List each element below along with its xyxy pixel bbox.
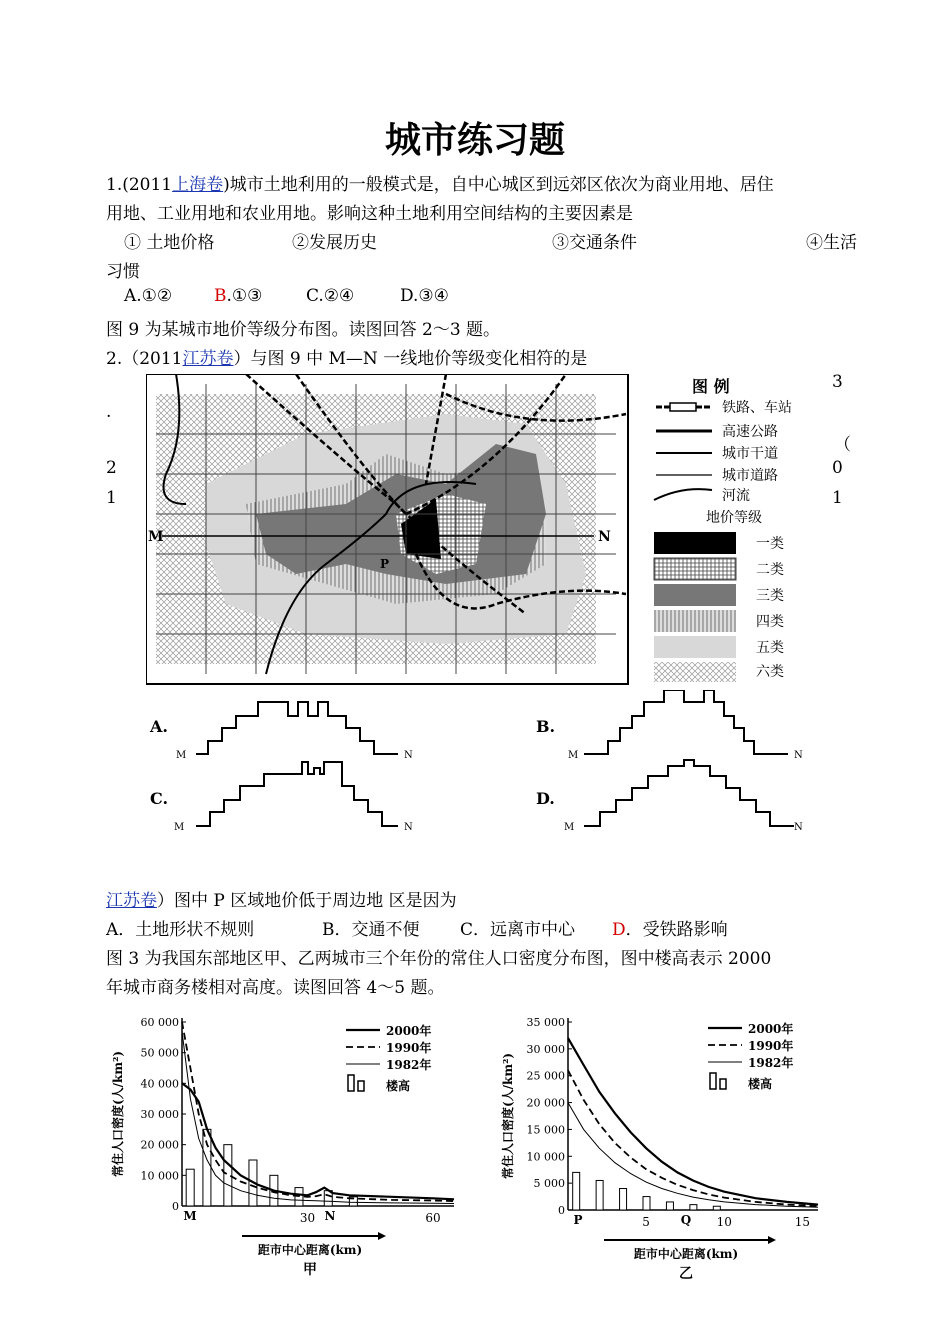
legend-title: 图 例 (692, 377, 730, 396)
legend-railway: 铁路、车站 (722, 400, 792, 416)
jia-title: 甲 (303, 1262, 317, 1278)
yi-point-label: Q (680, 1213, 692, 1227)
jia-point-label: N (324, 1209, 336, 1223)
grade-2-swatch (654, 558, 736, 580)
profile-b-m: M (568, 750, 579, 761)
legend-grade-title: 地价等级 (706, 510, 762, 526)
q2-text: ）与图 9 中 M—N 一线地价等级变化相符的是 (233, 349, 588, 369)
q1-item-4-cont: 习惯 (106, 262, 140, 282)
grade-2: 二类 (756, 562, 784, 578)
jia-ytick-label: 20 000 (140, 1138, 179, 1152)
map-label-n: N (598, 529, 611, 545)
side-char-left-1: . (106, 402, 112, 422)
q1-number: 1.(2011 (106, 175, 173, 195)
q3-option-c: C．远离市中心 (460, 920, 576, 940)
yi-building-bar (596, 1180, 603, 1210)
q1-item-4: ④生活 (806, 233, 857, 253)
yi-x-label: 距市中心距离(km) (633, 1247, 739, 1261)
side-char-left-3: 1 (106, 488, 117, 508)
yi-building-bar (713, 1206, 720, 1210)
jia-point-label: M (183, 1209, 197, 1223)
q1-answer-mark: B (214, 286, 227, 306)
intro-q4-1: 图 3 为我国东部地区甲、乙两城市三个年份的常住人口密度分布图，图中楼高表示 2000 (106, 949, 772, 969)
jia-legend-label: 2000年 (386, 1024, 432, 1038)
jia-ytick-label: 50 000 (140, 1046, 179, 1060)
q3-text: ）图中 P 区域地价低于周边地 区是因为 (157, 891, 457, 911)
q1-item-2: ②发展历史 (292, 233, 377, 253)
q1-line2: 用地、工业用地和农业用地。影响这种土地利用空间结构的主要因素是 (106, 204, 633, 224)
q1-option-b-text: .①③ (226, 286, 263, 306)
side-char-right-4: 1 (832, 488, 843, 508)
grade-4-swatch (654, 610, 736, 632)
jia-xtick-label: 30 (299, 1211, 316, 1225)
side-char-right-2: （ (834, 435, 851, 455)
yi-xtick-label: 15 (794, 1215, 811, 1229)
intro-q4-2: 年城市商务楼相对高度。读图回答 4～5 题。 (106, 978, 445, 998)
yi-legend-label: 1982年 (748, 1056, 794, 1070)
yi-building-bar (690, 1205, 697, 1210)
jia-ytick-label: 10 000 (140, 1169, 179, 1183)
profile-a (196, 702, 398, 754)
q1-option-c: C.②④ (306, 286, 355, 306)
yi-legend-label: 1990年 (748, 1039, 794, 1053)
legend-arterial: 城市干道 (722, 446, 778, 462)
map-label-p: P (380, 557, 390, 571)
q1-line1 (106, 170, 774, 195)
q3-option-d (612, 915, 728, 940)
profile-c (196, 762, 398, 826)
density-chart-jia (108, 1010, 460, 1288)
side-char-left-2: 2 (106, 458, 117, 478)
jia-ytick-label: 40 000 (140, 1077, 179, 1091)
grade-5: 五类 (756, 640, 784, 656)
legend-river-symbol (654, 489, 712, 500)
q3-source-link[interactable]: 江苏卷 (106, 891, 157, 911)
jia-ytick-label: 60 000 (140, 1016, 179, 1029)
side-char-right-3: 0 (832, 458, 843, 478)
yi-legend-bar (710, 1073, 716, 1089)
yi-ytick-label: 15 000 (526, 1123, 565, 1137)
jia-ytick-label: 0 (172, 1200, 179, 1213)
yi-ytick-label: 5 000 (533, 1177, 565, 1191)
q3-line (106, 886, 457, 911)
yi-ytick-label: 30 000 (526, 1042, 565, 1056)
profile-c-n: N (404, 822, 413, 833)
legend-river: 河流 (722, 488, 750, 504)
profile-b-n: N (794, 750, 803, 761)
profile-c-m: M (174, 822, 185, 833)
yi-ytick-label: 35 000 (526, 1016, 565, 1029)
grade-3-swatch (654, 584, 736, 606)
grade-6: 六类 (756, 664, 784, 680)
yi-series-1990年 (568, 1070, 818, 1206)
jia-legend-label: 楼高 (386, 1079, 411, 1093)
yi-series-1982年 (568, 1103, 818, 1208)
yi-xtick-label: 5 (642, 1215, 650, 1229)
profile-a-label: A. (150, 717, 168, 736)
map-legend (654, 377, 792, 682)
map-area (146, 374, 628, 684)
yi-ytick-label: 20 000 (526, 1096, 565, 1110)
yi-x-arrow-head (768, 1236, 776, 1244)
jia-legend-bar (358, 1081, 364, 1091)
yi-ytick-label: 0 (558, 1204, 565, 1217)
grade-5-swatch (654, 636, 736, 658)
q1-source-link[interactable]: 上海卷 (172, 175, 224, 195)
jia-ytick-label: 30 000 (140, 1108, 179, 1121)
profile-d-n: N (794, 822, 803, 833)
yi-y-label: 常住人口密度(人/km²) (501, 1052, 515, 1180)
q2-source-link[interactable]: 江苏卷 (182, 349, 234, 369)
jia-x-arrow-head (378, 1232, 386, 1240)
legend-highway: 高速公路 (722, 424, 778, 440)
jia-legend-bar (348, 1075, 354, 1091)
q1-option-a: A.①② (124, 286, 173, 306)
yi-ytick-label: 25 000 (526, 1069, 565, 1083)
jia-building-bar (186, 1169, 194, 1206)
yi-legend-bar (720, 1079, 726, 1089)
step-profiles (138, 690, 814, 836)
legend-road: 城市道路 (722, 468, 778, 484)
page-title: 城市练习题 (384, 119, 565, 161)
yi-building-bar (666, 1202, 673, 1210)
profile-b (584, 690, 788, 754)
q1-option-b (214, 286, 262, 306)
grade-1: 一类 (756, 536, 784, 552)
intro-q2: 图 9 为某城市地价等级分布图。读图回答 2～3 题。 (106, 320, 501, 340)
profile-b-label: B. (536, 717, 556, 736)
yi-ytick-label: 10 000 (526, 1150, 565, 1164)
yi-legend-label: 2000年 (748, 1022, 794, 1036)
jia-legend-label: 1982年 (386, 1058, 432, 1072)
yi-point-label: P (573, 1213, 583, 1227)
land-price-map (146, 374, 828, 686)
yi-xtick-label: 10 (716, 1215, 732, 1229)
map-label-m: M (148, 529, 164, 545)
profile-c-label: C. (150, 789, 169, 808)
yi-title: 乙 (679, 1266, 693, 1282)
jia-xtick-label: 60 (425, 1211, 441, 1225)
yi-building-bar (620, 1189, 627, 1210)
q3-answer-mark: D (612, 920, 626, 940)
q2-line (106, 344, 587, 369)
q2-number: 2.（2011 (106, 349, 183, 369)
jia-y-label: 常住人口密度(人/km²) (111, 1050, 125, 1178)
grade-6-swatch (654, 662, 736, 682)
profile-a-n: N (404, 750, 413, 761)
density-chart-yi (496, 1010, 826, 1288)
q3-option-a: A．土地形状不规则 (106, 920, 255, 940)
jia-x-label: 距市中心距离(km) (257, 1243, 363, 1257)
q1-item-3: ③交通条件 (552, 233, 637, 253)
side-char-right-1: 3 (832, 372, 843, 392)
profile-a-m: M (176, 750, 187, 761)
yi-legend-label: 楼高 (748, 1077, 773, 1091)
q3-option-b: B．交通不便 (322, 920, 420, 940)
grade-4: 四类 (756, 614, 784, 630)
q1-text-1: )城市土地利用的一般模式是，自中心城区到远郊区依次为商业用地、居住 (223, 175, 774, 195)
grade-3: 三类 (756, 588, 784, 604)
grade-1-swatch (654, 532, 736, 554)
jia-legend-label: 1990年 (386, 1041, 432, 1055)
profile-d (584, 760, 794, 826)
q3-option-d-text: ．受铁路影响 (625, 920, 728, 940)
q1-item-1: ① 土地价格 (124, 233, 215, 253)
profile-d-m: M (564, 822, 575, 833)
profile-d-label: D. (536, 789, 555, 808)
q1-option-d: D.③④ (400, 286, 449, 306)
yi-building-bar (643, 1197, 650, 1210)
yi-building-bar (573, 1172, 580, 1210)
